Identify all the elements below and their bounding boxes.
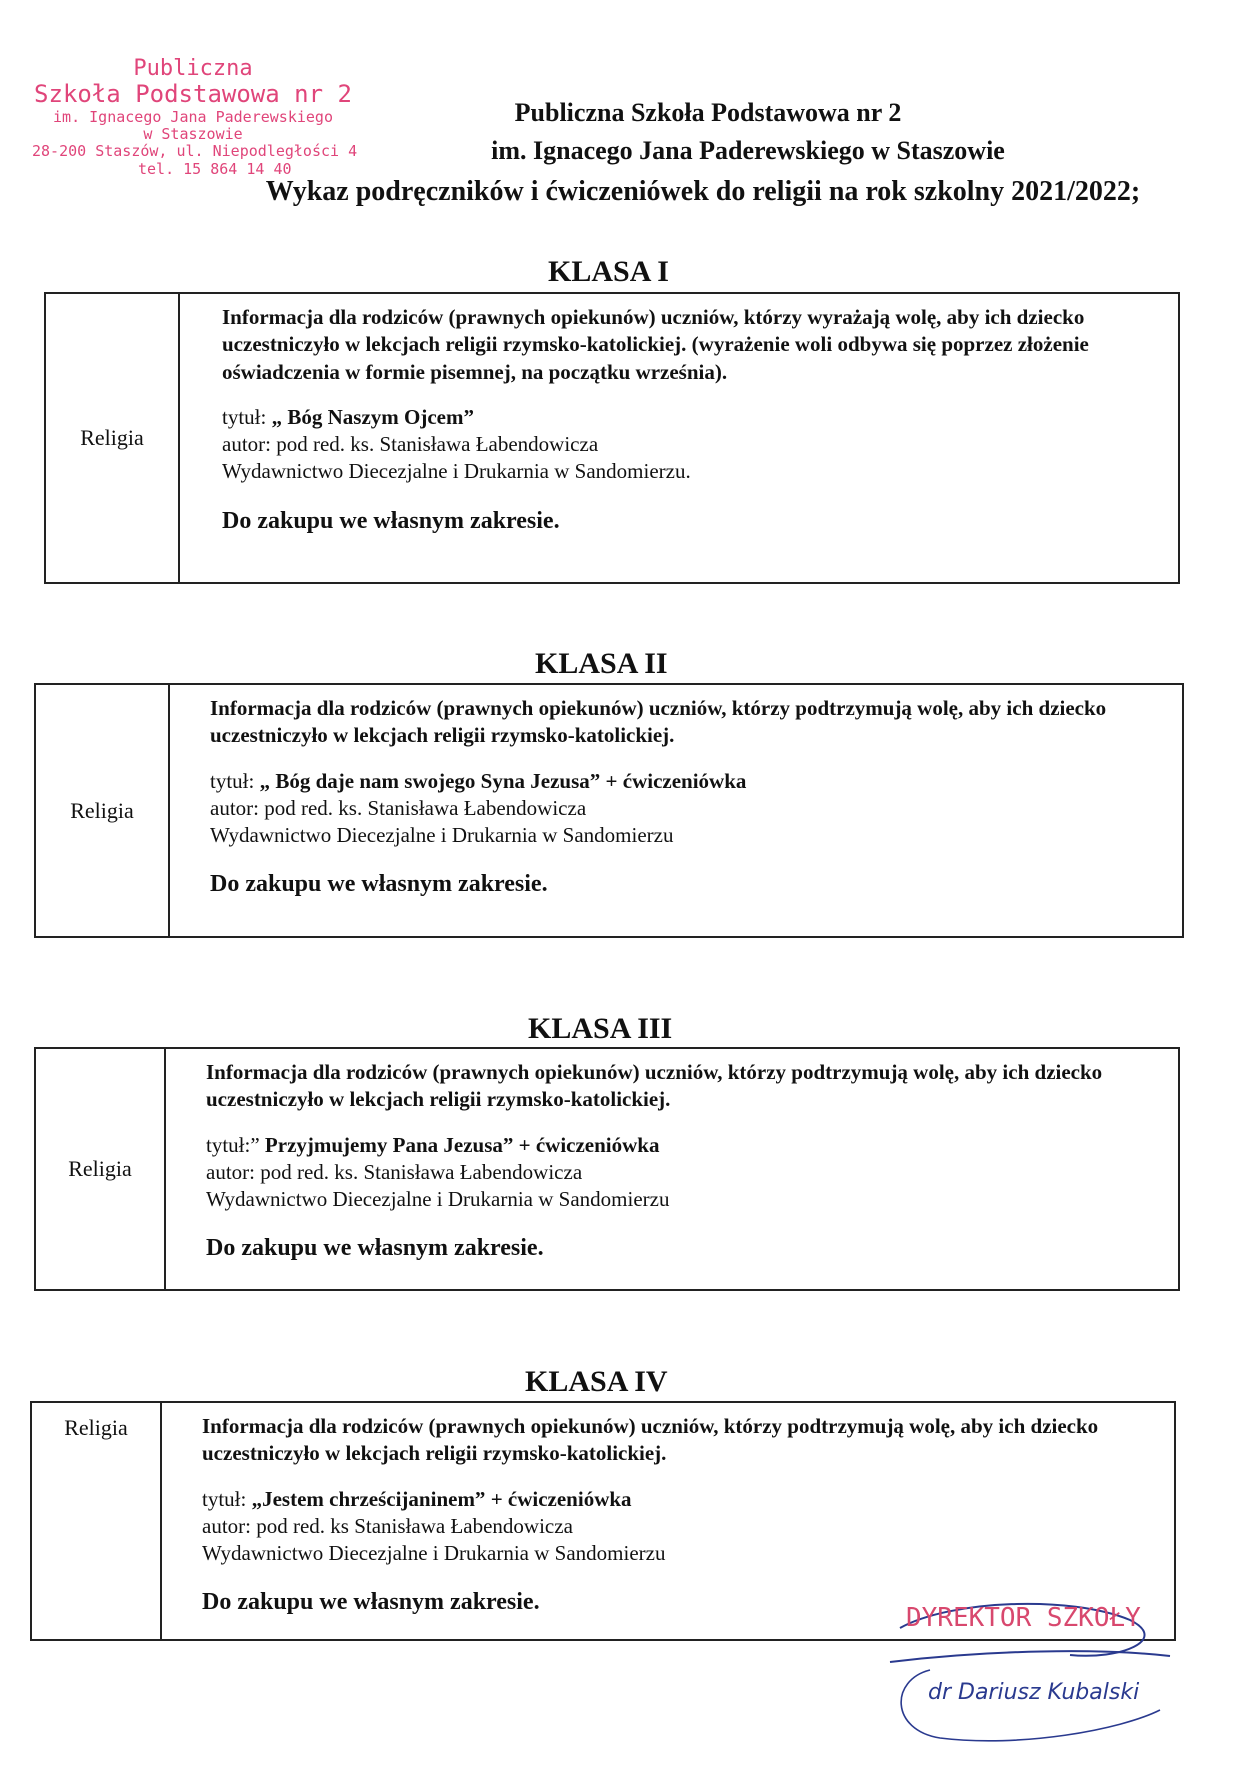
book-author: autor: pod red. ks. Stanisława Łabendowicza: [206, 1159, 583, 1184]
book-title-extra: + ćwiczeniówka: [605, 768, 747, 793]
director-title: DYREKTOR SZKOŁY: [906, 1603, 1141, 1633]
class-title: KLASA II: [535, 647, 668, 680]
stamp-line: Publiczna: [133, 56, 253, 81]
book-publisher: Wydawnictwo Diecezjalne i Drukarnia w Sandomierzu: [202, 1541, 666, 1566]
book-publisher: Wydawnictwo Diecezjalne i Drukarnia w Sandomierzu: [206, 1187, 670, 1212]
book-title-line: [222, 404, 1164, 431]
purchase-note: Do zakupu we własnym zakresie.: [202, 1589, 540, 1616]
stamp-line: im. Ignacego Jana Paderewskiego: [53, 107, 333, 126]
parent-info: Informacja dla rodziców (prawnych opiekunów) uczniów, którzy podtrzymują wolę, aby ich dziecko uczestniczyło w lekcjach religii rzymsko-katolickiej.: [206, 1060, 1103, 1112]
parent-info: Informacja dla rodziców (prawnych opiekunów) uczniów, którzy podtrzymują wolę, aby ich dziecko uczestniczyło w lekcjach religii rzymsko-katolickiej.: [202, 1414, 1099, 1466]
parent-info: Informacja dla rodziców (prawnych opiekunów) uczniów, którzy wyrażają wolę, aby ich dziecko uczestniczyło w lekcjach religii rzymsko-katolickiej. (wyrażenie woli odbywa się poprzez złożenie oświadczenia w formie pisemnej, na początku września).: [222, 305, 1089, 384]
subject-cell: Religia: [32, 1403, 162, 1639]
class-title: KLASA IV: [525, 1365, 668, 1398]
handwritten-signature-icon: [870, 1570, 1190, 1750]
stamp-line: Szkoła Podstawowa nr 2: [34, 80, 352, 109]
book-title-label: tytuł:: [210, 768, 255, 793]
book-title: „ Bóg daje nam swojego Syna Jezusa”: [259, 768, 601, 793]
class-content: [166, 1049, 1178, 1289]
purchase-note: Do zakupu we własnym zakresie.: [222, 507, 560, 534]
purchase-note: Do zakupu we własnym zakresie.: [206, 1235, 544, 1262]
book-title-extra: + ćwiczeniówka: [490, 1486, 632, 1511]
book-title-label: tytuł:: [222, 404, 267, 429]
director-name: dr Dariusz Kubalski: [928, 1680, 1140, 1705]
class-content: [180, 294, 1178, 582]
book-title-line: [206, 1132, 1164, 1159]
book-title-line: [210, 768, 1168, 795]
class-box: [44, 292, 1180, 584]
book-publisher: Wydawnictwo Diecezjalne i Drukarnia w Sandomierzu.: [222, 459, 691, 484]
subject-cell: Religia: [46, 294, 180, 582]
school-patron: im. Ignacego Jana Paderewskiego w Staszowie: [491, 136, 1005, 165]
book-publisher: Wydawnictwo Diecezjalne i Drukarnia w Sandomierzu: [210, 823, 674, 848]
book-title: Przyjmujemy Pana Jezusa”: [264, 1132, 514, 1157]
book-author: autor: pod red. ks Stanisława Łabendowicza: [202, 1513, 573, 1538]
stamp-line: tel. 15 864 14 40: [138, 159, 292, 178]
book-author: autor: pod red. ks. Stanisława Łabendowicza: [210, 795, 587, 820]
subject-cell: Religia: [36, 685, 170, 936]
class-title: KLASA I: [548, 255, 669, 288]
document-title: Wykaz podręczników i ćwiczeniówek do religii na rok szkolny 2021/2022;: [265, 176, 1141, 207]
stamp-line: w Staszowie: [143, 125, 243, 144]
subject-cell: Religia: [36, 1049, 166, 1289]
book-title-line: [202, 1486, 1160, 1513]
book-title-label: tytuł:: [202, 1486, 247, 1511]
book-title: „Jestem chrześcijaninem”: [251, 1486, 486, 1511]
stamp-line: 28-200 Staszów, ul. Niepodległości 4: [32, 142, 358, 161]
parent-info: Informacja dla rodziców (prawnych opiekunów) uczniów, którzy podtrzymują wolę, aby ich dziecko uczestniczyło w lekcjach religii rzymsko-katolickiej.: [210, 696, 1107, 748]
book-title: „ Bóg Naszym Ojcem”: [271, 404, 474, 429]
school-name: Publiczna Szkoła Podstawowa nr 2: [514, 98, 902, 127]
purchase-note: Do zakupu we własnym zakresie.: [210, 871, 548, 898]
class-title: KLASA III: [528, 1012, 673, 1045]
class-box: [34, 1047, 1180, 1291]
book-title-label: tytuł:”: [206, 1132, 260, 1157]
class-box: [34, 683, 1184, 938]
book-title-extra: + ćwiczeniówka: [518, 1132, 660, 1157]
book-author: autor: pod red. ks. Stanisława Łabendowicza: [222, 432, 599, 457]
class-content: [170, 685, 1182, 936]
